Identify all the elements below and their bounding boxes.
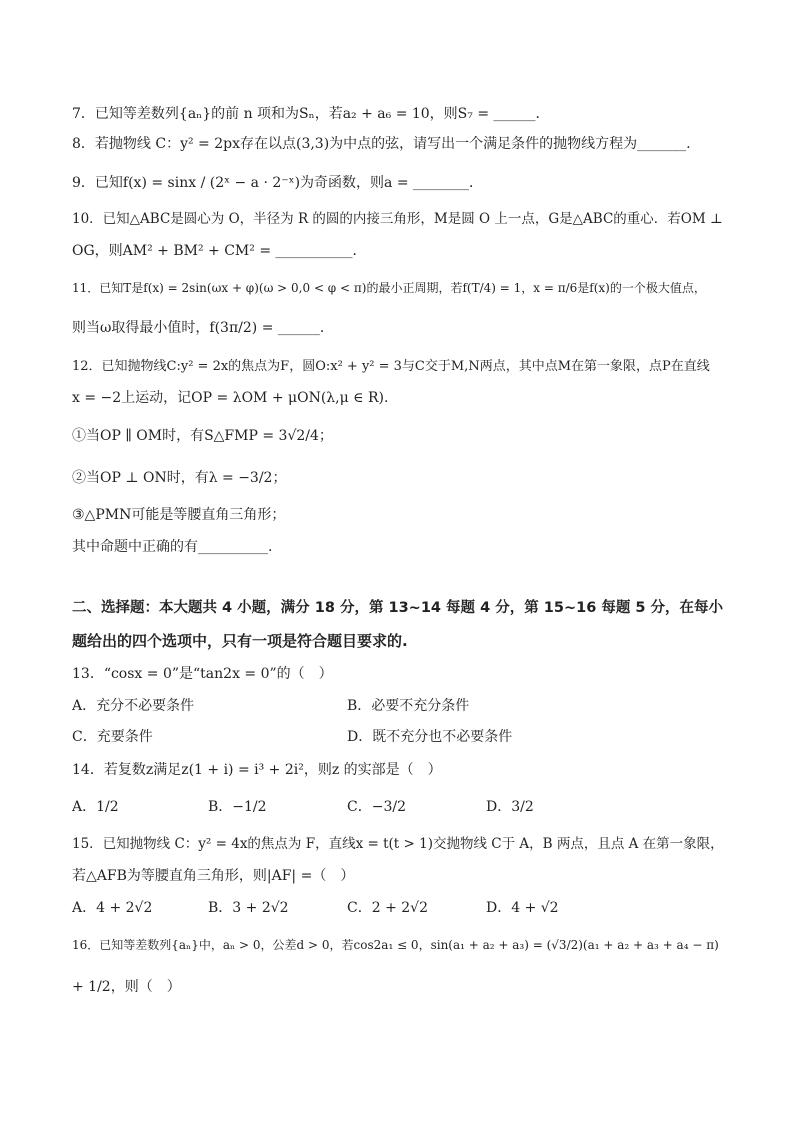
problem-12-claim-1: ①当OP ∥ OM时，有S△FMP = 3√2/4；: [72, 428, 333, 444]
problem-16-line-1: 16．已知等差数列{aₙ}中，aₙ > 0，公差d > 0，若cos2a₁ ≤ 0，sin(a₁ + a₂ + a₃) = (√3/2)(a₁ + a₂ + a₃ + a₄ − π): [72, 938, 719, 952]
problem-8: 8．若抛物线 C：y² = 2px存在以点(3,3)为中点的弦，请写出一个满足条件的抛物线方程为_______.: [72, 136, 691, 152]
problem-14-option-d: D．3/2: [486, 799, 534, 815]
problem-14-option-b: B．−1/2: [208, 799, 267, 815]
problem-14-option-a: A．1/2: [72, 799, 119, 815]
problem-15-line-2: 若△AFB为等腰直角三角形，则|AF| =（ ）: [72, 868, 355, 884]
problem-16-line-2: + 1/2，则（ ）: [72, 979, 181, 995]
problem-13: 13．“cosx = 0”是“tan2x = 0”的（ ）: [72, 666, 333, 682]
section-2-heading-line-1: 二、选择题：本大题共 4 小题，满分 18 分，第 13~14 每题 4 分，第 15~16 每题 5 分，在每小: [72, 600, 724, 616]
problem-7: 7．已知等差数列{aₙ}的前 n 项和为Sₙ，若a₂ + a₆ = 10，则S₇ = ______．: [72, 106, 550, 122]
problem-10-line-2: OG，则AM² + BM² + CM² = ___________．: [72, 243, 367, 259]
problem-10-line-1: 10．已知△ABC是圆心为 O，半径为 R 的圆的内接三角形，M是圆 O 上一点，G是△ABC的重心．若OM ⊥: [72, 211, 723, 227]
problem-15-line-1: 15．已知抛物线 C：y² = 4x的焦点为 F，直线x = t(t > 1)交抛物线 C于 A，B 两点，且点 A 在第一象限，: [72, 836, 724, 852]
problem-12-line-1: 12．已知抛物线C:y² = 2x的焦点为F，圆O:x² + y² = 3与C交于M,N两点，其中点M在第一象限，点P在直线: [72, 359, 710, 374]
problem-11-line-1: 11．已知T是f(x) = 2sin(ωx + φ)(ω > 0,0 < φ < π)的最小正周期，若f(T/4) = 1，x = π/6是f(x)的一个极大值点，: [72, 281, 706, 295]
problem-15-option-d: D．4 + √2: [486, 900, 559, 916]
problem-14: 14．若复数z满足z(1 + i) = i³ + 2i²，则z 的实部是（ ）: [72, 762, 442, 778]
problem-12-claim-3: ③△PMN可能是等腰直角三角形；: [72, 507, 286, 523]
problem-12-claim-2: ②当OP ⊥ ON时，有λ = −3/2；: [72, 470, 287, 486]
section-2-heading-line-2: 题给出的四个选项中，只有一项是符合题目要求的.: [72, 632, 408, 650]
problem-13-option-c: C．充要条件: [72, 729, 153, 745]
problem-11-line-2: 则当ω取得最小值时，f(3π/2) = ______．: [72, 320, 334, 336]
problem-14-option-c: C．−3/2: [347, 799, 406, 815]
problem-15-option-b: B．3 + 2√2: [208, 900, 289, 916]
problem-13-option-a: A．充分不必要条件: [72, 698, 195, 714]
problem-15-option-c: C．2 + 2√2: [347, 900, 428, 916]
problem-13-option-b: B．必要不充分条件: [347, 698, 470, 714]
problem-15-option-a: A．4 + 2√2: [72, 900, 153, 916]
problem-12-question: 其中命题中正确的有__________.: [72, 539, 273, 555]
problem-9: 9．已知f(x) = sinx / (2ˣ − a · 2⁻ˣ)为奇函数，则a = ________．: [72, 175, 484, 191]
problem-12-line-2: x = −2上运动，记OP = λOM + μON(λ,μ ∈ R).: [72, 390, 389, 406]
problem-13-option-d: D．既不充分也不必要条件: [347, 729, 513, 745]
